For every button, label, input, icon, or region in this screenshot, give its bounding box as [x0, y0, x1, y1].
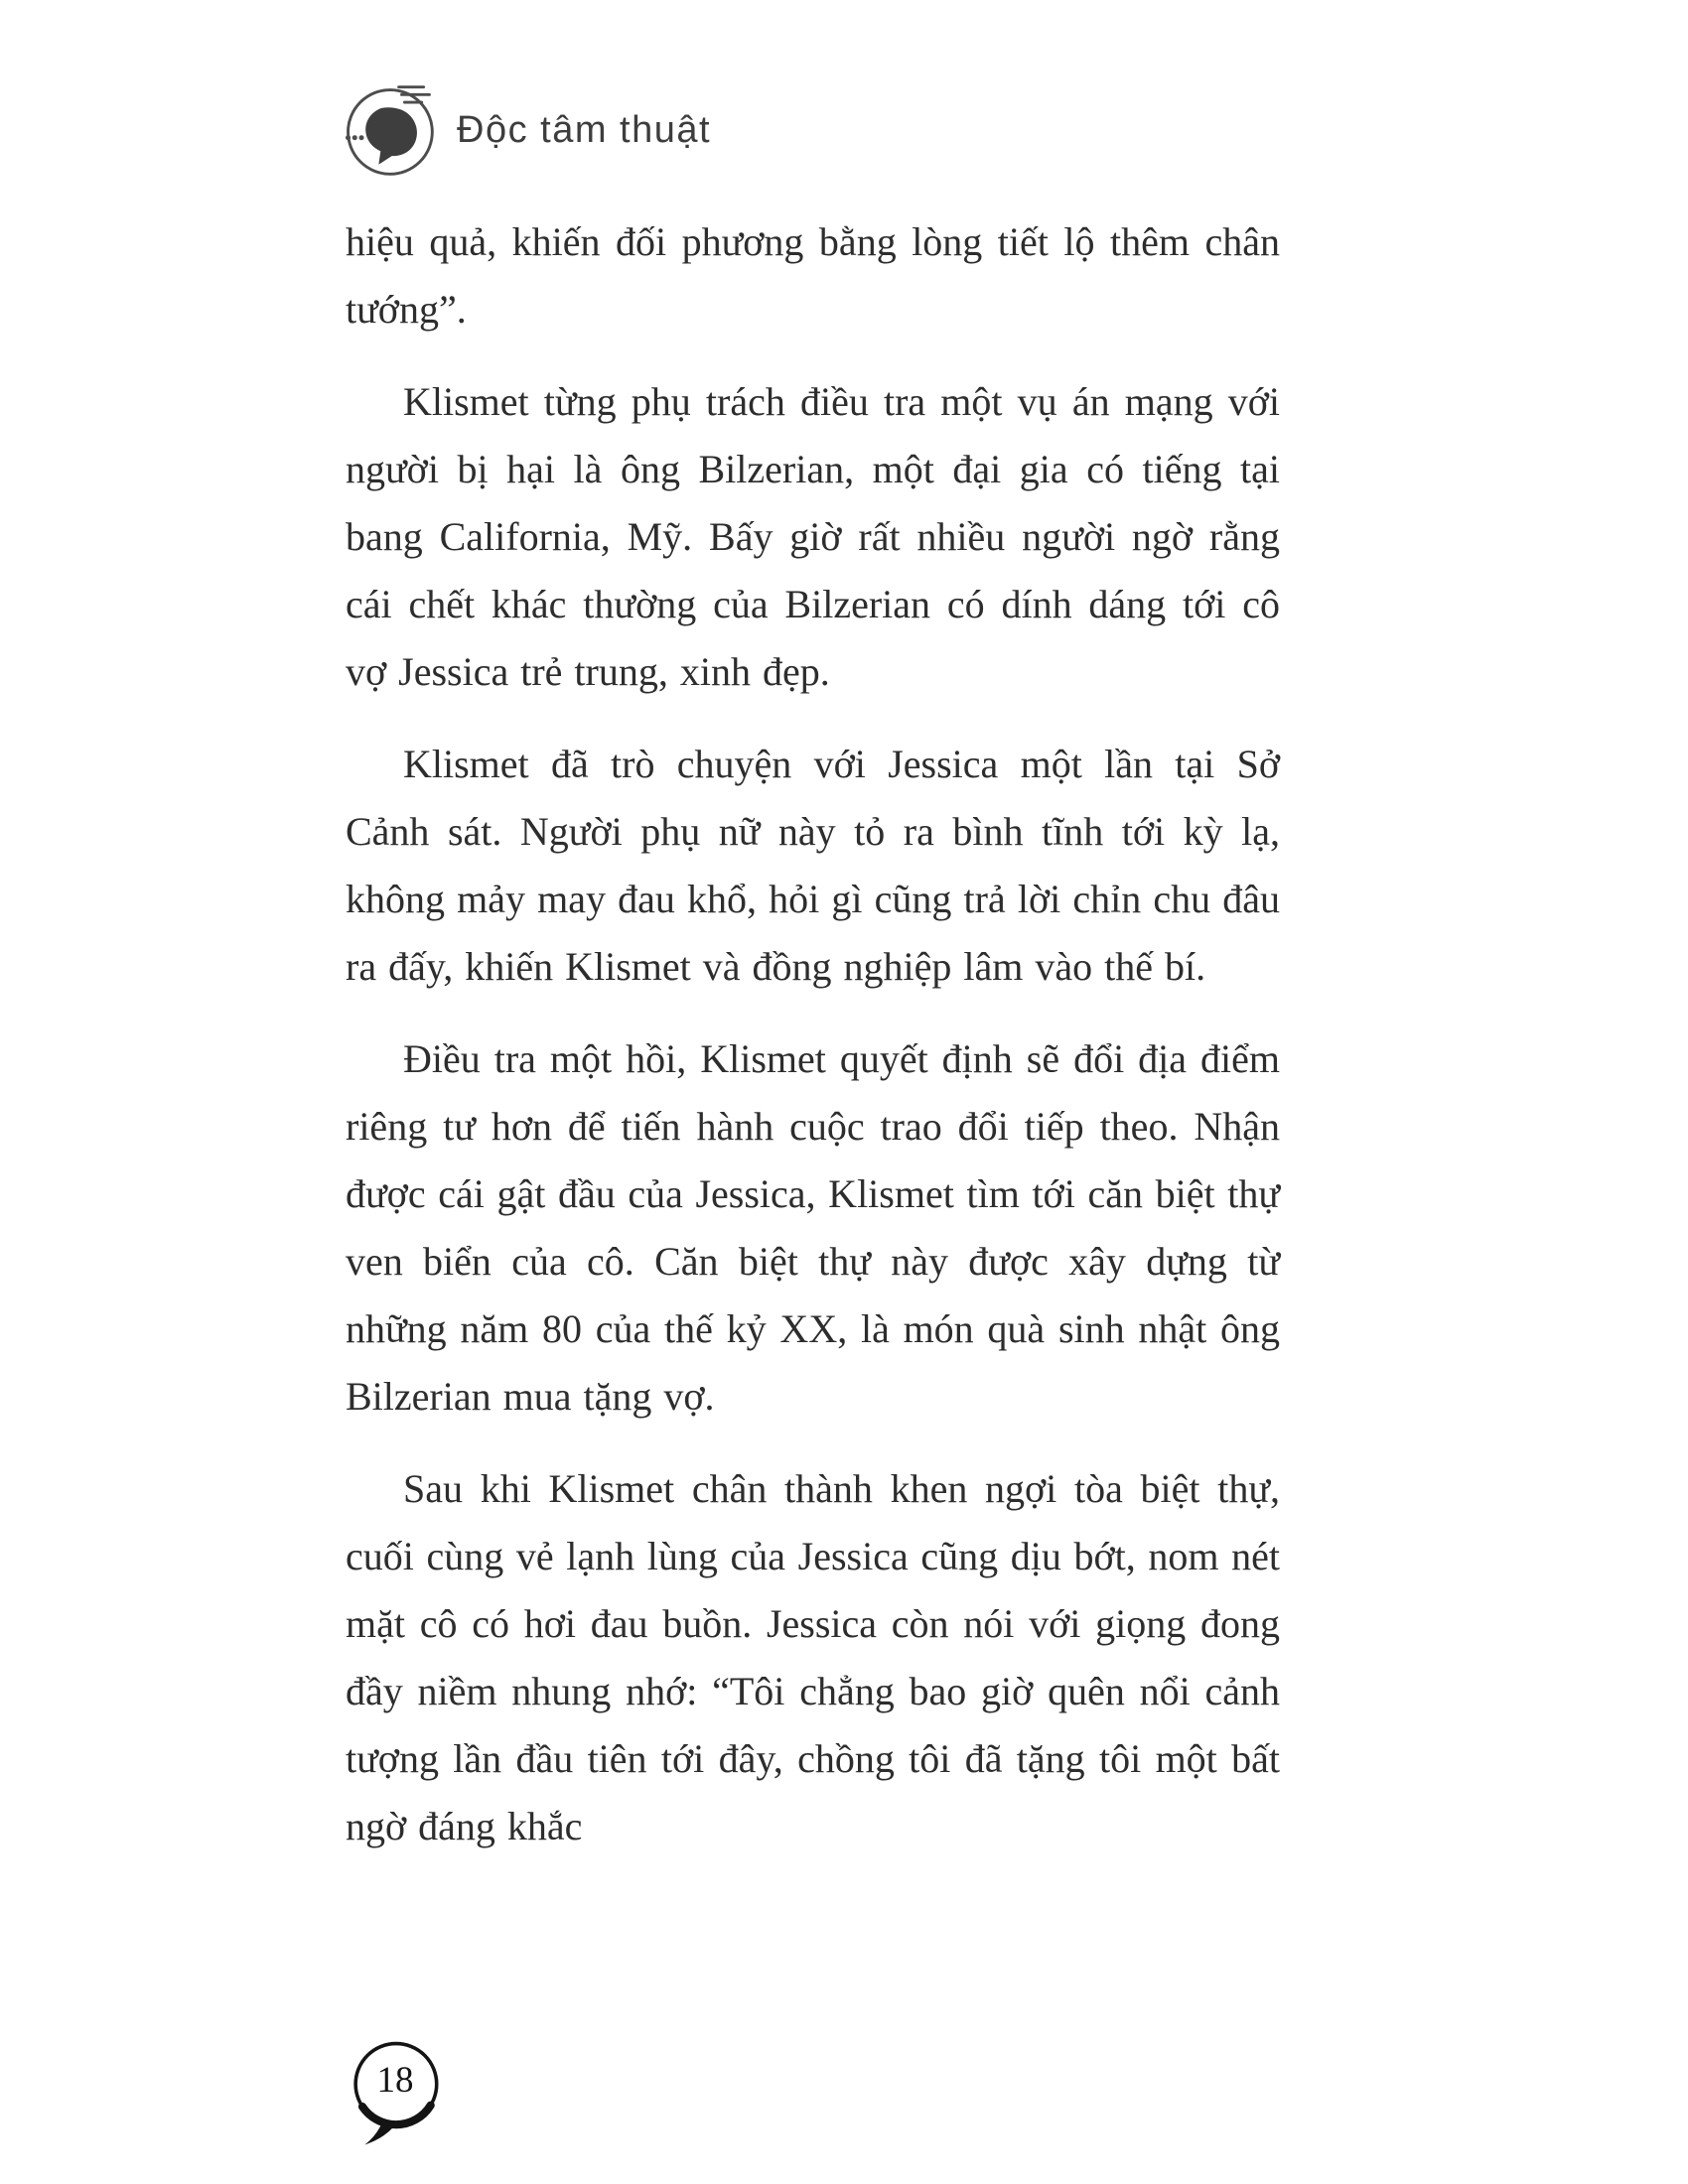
book-title: Độc tâm thuật: [457, 108, 712, 151]
page-number-bubble: [350, 2033, 451, 2150]
page-body: [346, 208, 1280, 1885]
body-paragraph: Điều tra một hồi, Klismet quyết định sẽ đổi địa điểm riêng tư hơn để tiến hành cuộc trao đổi tiếp theo. Nhận được cái gật đầu của Jessica, Klismet tìm tới căn biệt thự ven biển của cô. Căn biệt thự này được xây dựng từ những năm 80 của thế kỷ XX, là món quà sinh nhật ông Bilzerian mua tặng vợ.: [346, 1036, 1280, 1419]
page-number: 18: [376, 2060, 414, 2101]
page-header: [336, 77, 711, 183]
body-paragraph: Sau khi Klismet chân thành khen ngợi tòa biệt thự, cuối cùng vẻ lạnh lùng của Jessica cũng dịu bớt, nom nét mặt cô có hơi đau buồn. Jessica còn nói với giọng đong đầy niềm nhung nhớ: “Tôi chẳng bao giờ quên nổi cảnh tượng lần đầu tiên tới đây, chồng tôi đã tặng tôi một bất ngờ đáng khắc: [346, 1466, 1280, 1848]
mind-reading-logo-icon: [336, 77, 441, 183]
body-paragraph: Klismet đã trò chuyện với Jessica một lần tại Sở Cảnh sát. Người phụ nữ này tỏ ra bình tĩnh tới kỳ lạ, không mảy may đau khổ, hỏi gì cũng trả lời chỉn chu đâu ra đấy, khiến Klismet và đồng nghiệp lâm vào thế bí.: [346, 742, 1280, 989]
body-paragraph: Klismet từng phụ trách điều tra một vụ án mạng với người bị hại là ông Bilzerian, một đại gia có tiếng tại bang California, Mỹ. Bấy giờ rất nhiều người ngờ rằng cái chết khác thường của Bilzerian có dính dáng tới cô vợ Jessica trẻ trung, xinh đẹp.: [346, 379, 1280, 694]
body-paragraph: hiệu quả, khiến đối phương bằng lòng tiết lộ thêm chân tướng”.: [346, 219, 1280, 332]
